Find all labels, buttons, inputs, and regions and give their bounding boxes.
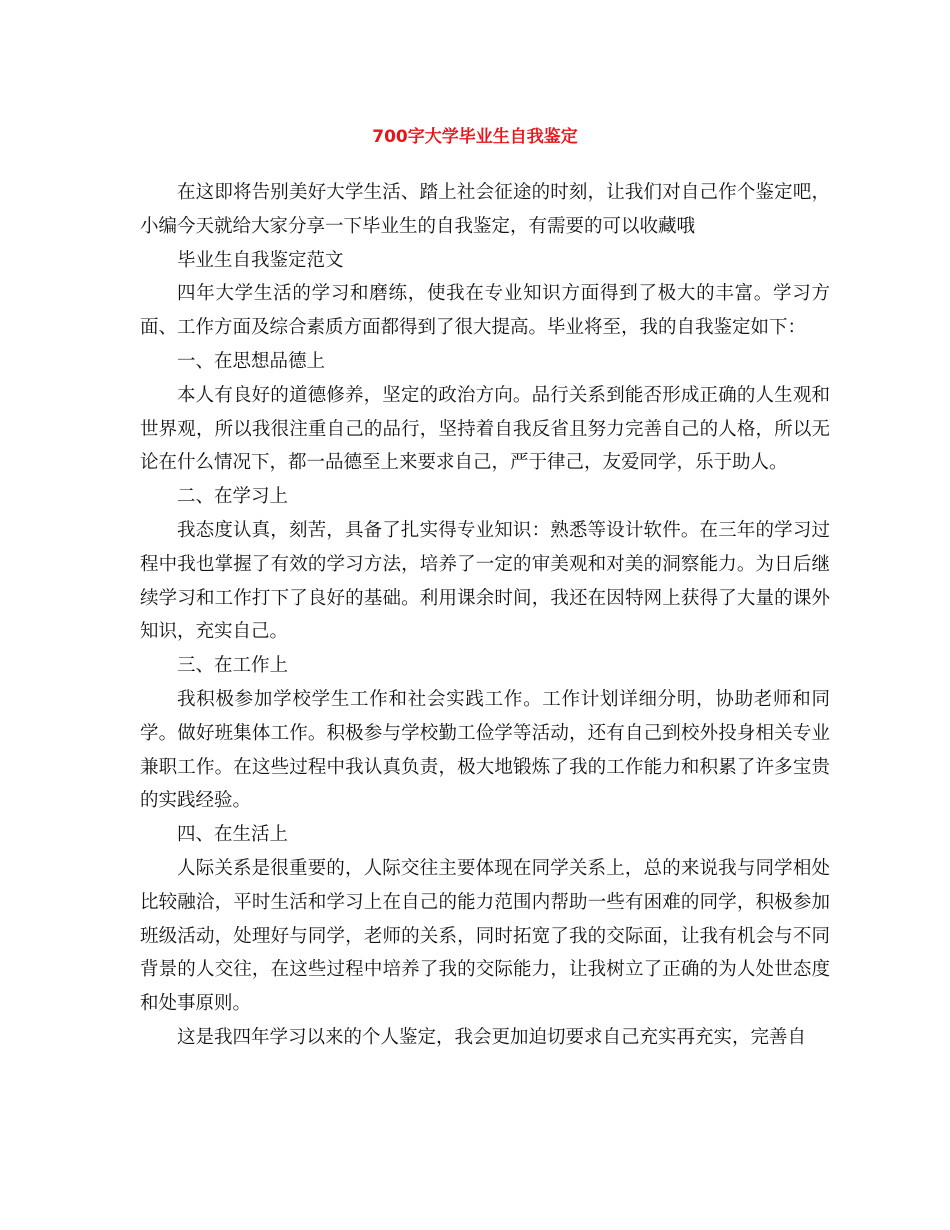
section-heading-study: 二、在学习上 <box>177 486 289 508</box>
paragraph-morality: 本人有良好的道德修养，坚定的政治方向。品行关系到能否形成正确的人生观和世界观，所以我很注重自己的品行，坚持着自我反省且努力完善自己的人格，所以无论在什么情况下，都一品德至上来要求自己，严于律己，友爱同学，乐于助人。 <box>140 384 830 474</box>
paragraph-work: 我积极参加学校学生工作和社会实践工作。工作计划详细分明，协助老师和同学。做好班集体工作。积极参与学校勤工俭学等活动，还有自己到校外投身相关专业兼职工作。在这些过程中我认真负责，极大地锻炼了我的工作能力和积累了许多宝贵的实践经验。 <box>140 688 830 812</box>
paragraph-overview: 四年大学生活的学习和磨练，使我在专业知识方面得到了极大的丰富。学习方面、工作方面及综合素质方面都得到了很大提高。毕业将至，我的自我鉴定如下： <box>140 283 830 339</box>
paragraph-intro: 在这即将告别美好大学生活、踏上社会征途的时刻，让我们对自己作个鉴定吧，小编今天就给大家分享一下毕业生的自我鉴定，有需要的可以收藏哦 <box>140 182 830 237</box>
paragraph-subheading: 毕业生自我鉴定范文 <box>177 249 344 271</box>
paragraph-life: 人际关系是很重要的，人际交往主要体现在同学关系上，总的来说我与同学相处比较融洽，平时生活和学习上在自己的能力范围内帮助一些有困难的同学，积极参加班级活动，处理好与同学，老师的关系，同时拓宽了我的交际面，让我有机会与不同背景的人交往，在这些过程中培养了我的交际能力，让我树立了正确的为人处世态度和处事原则。 <box>140 857 830 1015</box>
section-heading-work: 三、在工作上 <box>177 655 289 677</box>
section-heading-life: 四、在生活上 <box>177 824 289 846</box>
section-heading-morality: 一、在思想品德上 <box>177 350 326 372</box>
document-title: 700字大学毕业生自我鉴定 <box>372 127 578 147</box>
document-body <box>140 176 830 1055</box>
paragraph-study: 我态度认真，刻苦，具备了扎实得专业知识：熟悉等设计软件。在三年的学习过程中我也掌握了有效的学习方法，培养了一定的审美观和对美的洞察能力。为日后继续学习和工作打下了良好的基础。利用课余时间，我还在因特网上获得了大量的课外知识，充实自己。 <box>140 519 830 643</box>
paragraph-conclusion: 这是我四年学习以来的个人鉴定，我会更加迫切要求自己充实再充实，完善自 <box>177 1026 807 1048</box>
